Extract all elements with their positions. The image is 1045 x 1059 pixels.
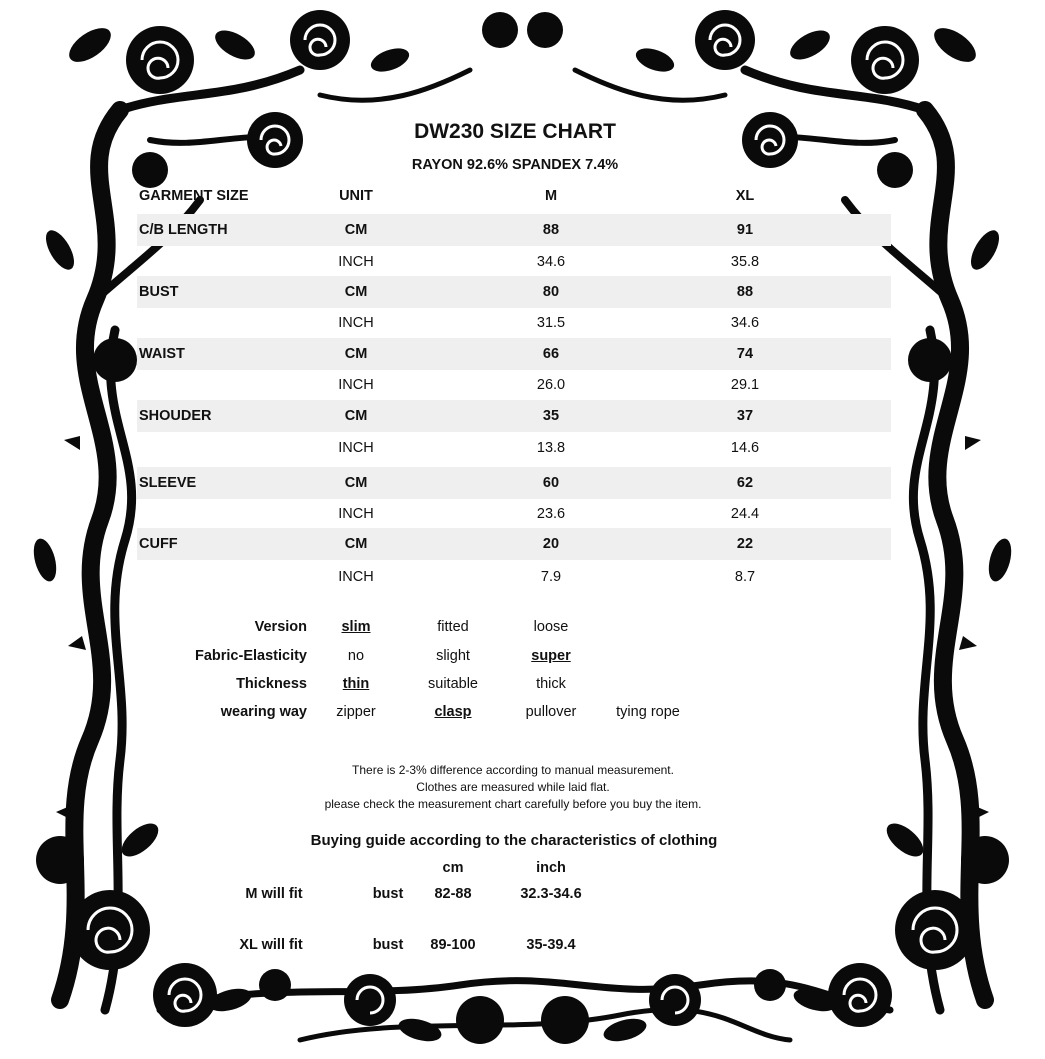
- measure-name: SHOUDER: [139, 408, 212, 424]
- value-xl: 22: [736, 536, 754, 552]
- unit-cm: CM: [344, 536, 368, 552]
- value-m: 35: [542, 408, 560, 424]
- value-xl: 8.7: [734, 569, 756, 585]
- header-size-m: M: [544, 188, 558, 204]
- option-thick: thick: [536, 676, 566, 692]
- option-pullover: pullover: [525, 704, 577, 720]
- guide-inch-range: 32.3-34.6: [520, 886, 582, 902]
- value-xl: 35.8: [730, 254, 760, 270]
- unit-cm: CM: [344, 408, 368, 424]
- option-clasp: clasp: [434, 704, 472, 720]
- unit-inch: INCH: [338, 569, 374, 585]
- unit-inch: INCH: [338, 506, 374, 522]
- option-no: no: [347, 648, 365, 664]
- fabric-composition: RAYON 92.6% SPANDEX 7.4%: [411, 157, 619, 173]
- option-super: super: [531, 648, 571, 664]
- value-m: 80: [542, 284, 560, 300]
- buying-guide-title: Buying guide according to the characteristics of clothing: [310, 832, 718, 849]
- option-slim: slim: [341, 619, 371, 635]
- guide-part: bust: [372, 886, 404, 902]
- table-row: [137, 276, 891, 308]
- guide-unit-cm: cm: [442, 860, 464, 876]
- table-row: [137, 338, 891, 370]
- chart-title: DW230 SIZE CHART: [414, 120, 616, 143]
- value-m: 13.8: [536, 440, 566, 456]
- header-size-xl: XL: [735, 188, 755, 204]
- header-garment-size: GARMENT SIZE: [139, 188, 249, 204]
- table-row: [137, 246, 891, 278]
- table-row: [137, 498, 891, 530]
- value-xl: 29.1: [730, 377, 760, 393]
- unit-inch: INCH: [338, 315, 374, 331]
- value-m: 20: [542, 536, 560, 552]
- table-row: [137, 400, 891, 432]
- value-m: 31.5: [536, 315, 566, 331]
- value-m: 34.6: [536, 254, 566, 270]
- attr-label-thickness: Thickness: [236, 676, 307, 692]
- measure-name: BUST: [139, 284, 179, 300]
- value-xl: 91: [736, 222, 754, 238]
- value-m: 7.9: [540, 569, 562, 585]
- value-m: 26.0: [536, 377, 566, 393]
- guide-cm-range: 82-88: [434, 886, 472, 902]
- option-slight: slight: [436, 648, 470, 664]
- value-xl: 88: [736, 284, 754, 300]
- value-xl: 62: [736, 475, 754, 491]
- table-row: [137, 467, 891, 499]
- value-xl: 14.6: [730, 440, 760, 456]
- value-xl: 74: [736, 346, 754, 362]
- unit-inch: INCH: [338, 254, 374, 270]
- value-xl: 34.6: [730, 315, 760, 331]
- value-m: 23.6: [536, 506, 566, 522]
- value-m: 88: [542, 222, 560, 238]
- option-tying-rope: tying rope: [616, 704, 680, 720]
- guide-label-xl: XL will fit: [239, 937, 303, 953]
- unit-cm: CM: [344, 222, 368, 238]
- unit-inch: INCH: [338, 377, 374, 393]
- guide-unit-inch: inch: [536, 860, 566, 876]
- note-measurement-difference: There is 2-3% difference according to manual measurement.: [352, 763, 674, 777]
- option-fitted: fitted: [437, 619, 469, 635]
- table-row: [137, 214, 891, 246]
- unit-inch: INCH: [338, 440, 374, 456]
- note-check-chart: please check the measurement chart carefully before you buy the item.: [324, 797, 702, 811]
- attr-label-wearing-way: wearing way: [220, 704, 307, 720]
- option-zipper: zipper: [336, 704, 376, 720]
- measure-name: WAIST: [139, 346, 185, 362]
- attr-label-elasticity: Fabric-Elasticity: [194, 648, 307, 664]
- option-suitable: suitable: [428, 676, 478, 692]
- measure-name: C/B LENGTH: [139, 222, 228, 238]
- attr-label-version: Version: [254, 619, 307, 635]
- table-row: [137, 528, 891, 560]
- value-xl: 37: [736, 408, 754, 424]
- table-row: [137, 369, 891, 401]
- table-row: [137, 561, 891, 593]
- unit-cm: CM: [344, 346, 368, 362]
- unit-cm: CM: [344, 475, 368, 491]
- option-loose: loose: [533, 619, 569, 635]
- table-row: [137, 432, 891, 464]
- guide-part: bust: [372, 937, 404, 953]
- guide-cm-range: 89-100: [430, 937, 476, 953]
- measure-name: CUFF: [139, 536, 178, 552]
- guide-label-m: M will fit: [245, 886, 303, 902]
- unit-cm: CM: [344, 284, 368, 300]
- value-m: 60: [542, 475, 560, 491]
- guide-inch-range: 35-39.4: [526, 937, 576, 953]
- note-laid-flat: Clothes are measured while laid flat.: [416, 780, 610, 794]
- value-m: 66: [542, 346, 560, 362]
- table-row: [137, 307, 891, 339]
- header-unit: UNIT: [339, 188, 373, 204]
- measure-name: SLEEVE: [139, 475, 197, 491]
- value-xl: 24.4: [730, 506, 760, 522]
- option-thin: thin: [342, 676, 370, 692]
